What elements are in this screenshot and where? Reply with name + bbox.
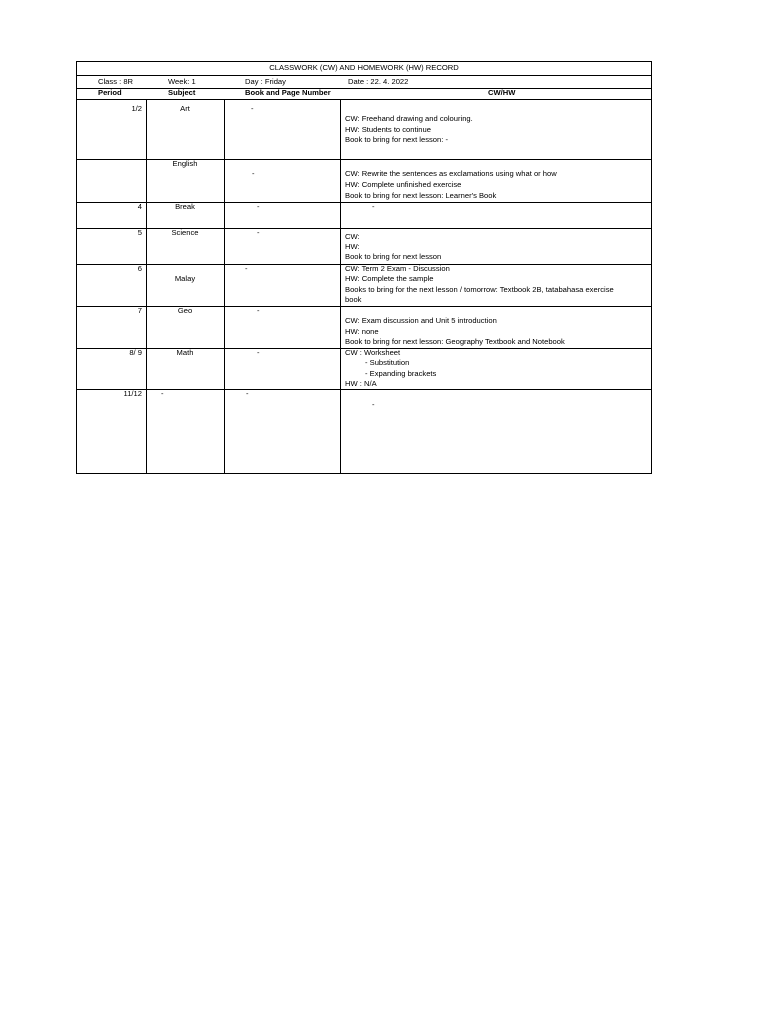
page-title: CLASSWORK (CW) AND HOMEWORK (HW) RECORD bbox=[269, 63, 459, 72]
table-row-book: - bbox=[257, 306, 260, 315]
table-row-subject: Science bbox=[171, 228, 199, 237]
record-sheet bbox=[76, 61, 652, 474]
table-row-subject: Geo bbox=[177, 306, 193, 315]
table-row-subject: Break bbox=[175, 202, 195, 211]
table-row-cwhw-line: book bbox=[345, 295, 362, 304]
table-row-period: 11/12 bbox=[123, 389, 142, 398]
table-row-cwhw-line: HW: Students to continue bbox=[345, 125, 431, 134]
table-row-book: - bbox=[257, 202, 260, 211]
table-row-period: 1/2 bbox=[131, 104, 142, 113]
table-row-subject: Art bbox=[180, 104, 190, 113]
table-row-cwhw-line: CW: bbox=[345, 232, 360, 241]
table-row-period: 4 bbox=[137, 202, 142, 211]
table-row-book: - bbox=[251, 104, 254, 113]
header-subject: Subject bbox=[168, 88, 196, 97]
table-row-subject: Math bbox=[176, 348, 194, 357]
grid-line bbox=[77, 75, 651, 76]
day-info: Day : Friday bbox=[245, 77, 286, 86]
table-row-cwhw-line: - bbox=[372, 202, 375, 211]
header-book: Book and Page Number bbox=[245, 88, 331, 97]
date-info: Date : 22. 4. 2022 bbox=[348, 77, 409, 86]
header-cwhw: CW/HW bbox=[488, 88, 516, 97]
table-row-subject: - bbox=[161, 389, 164, 398]
grid-line bbox=[224, 99, 225, 473]
table-row-period: 5 bbox=[137, 228, 142, 237]
table-row-subject: Malay bbox=[174, 274, 196, 283]
week-info: Week: 1 bbox=[168, 77, 196, 86]
table-row-cwhw-line: - bbox=[372, 400, 375, 409]
table-row-cwhw-line: - Expanding brackets bbox=[365, 369, 437, 378]
table-row-period: 7 bbox=[137, 306, 142, 315]
table-row-cwhw-line: Book to bring for next lesson bbox=[345, 252, 442, 261]
table-row-cwhw-line: CW: Freehand drawing and colouring. bbox=[345, 114, 473, 123]
table-row-book: - bbox=[257, 348, 260, 357]
table-row-subject: English bbox=[172, 159, 198, 168]
table-row-book: - bbox=[257, 228, 260, 237]
table-row-book: - bbox=[252, 169, 255, 178]
table-row-cwhw-line: HW: bbox=[345, 242, 360, 251]
table-row-cwhw-line: CW: Rewrite the sentences as exclamations using what or how bbox=[345, 169, 557, 178]
table-row-cwhw-line: CW: Term 2 Exam - Discussion bbox=[345, 264, 450, 273]
table-row-period: 8/ 9 bbox=[129, 348, 142, 357]
grid-line bbox=[340, 99, 341, 473]
table-row-cwhw-line: Book to bring for next lesson: - bbox=[345, 135, 448, 144]
table-row-cwhw-line: HW : N/A bbox=[345, 379, 377, 388]
table-row-cwhw-line: CW: Exam discussion and Unit 5 introduction bbox=[345, 316, 497, 325]
table-row-cwhw-line: HW: Complete the sample bbox=[345, 274, 434, 283]
table-row-cwhw-line: HW: none bbox=[345, 327, 379, 336]
table-row-cwhw-line: CW : Worksheet bbox=[345, 348, 401, 357]
table-row-cwhw-line: HW: Complete unfinished exercise bbox=[345, 180, 462, 189]
table-row-cwhw-line: Book to bring for next lesson: Geography Textbook and Notebook bbox=[345, 337, 565, 346]
grid-line bbox=[77, 88, 651, 89]
table-row-book: - bbox=[246, 389, 249, 398]
table-row-cwhw-line: Book to bring for next lesson: Learner's Book bbox=[345, 191, 497, 200]
table-row-cwhw-line: Books to bring for the next lesson / tomorrow: Textbook 2B, tatabahasa exercise bbox=[345, 285, 614, 294]
table-row-period: 6 bbox=[137, 264, 142, 273]
class-info: Class : 8R bbox=[98, 77, 134, 86]
grid-line bbox=[146, 99, 147, 473]
header-period: Period bbox=[98, 88, 122, 97]
table-row-book: - bbox=[245, 264, 248, 273]
grid-line bbox=[77, 99, 651, 100]
table-row-cwhw-line: - Substitution bbox=[365, 358, 410, 367]
